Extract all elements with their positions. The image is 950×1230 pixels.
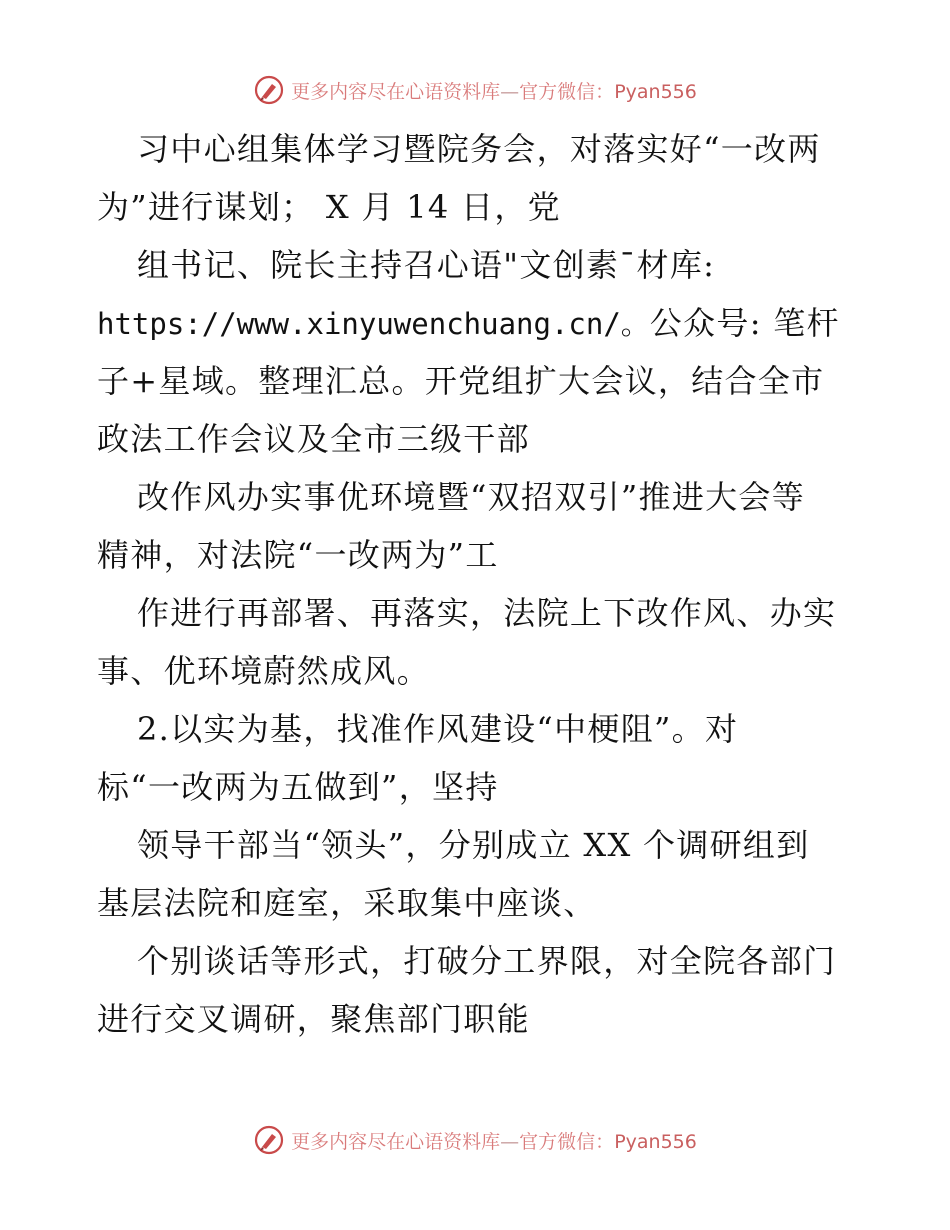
footer-banner-separator: — — [500, 1130, 520, 1153]
body-line-4 — [97, 294, 840, 352]
body-line-6: 政法工作会议及全市三级干部 — [97, 420, 530, 458]
body-line-7: 改作风办实事优环境暨“双招双引”推进大会等 — [137, 478, 806, 516]
body-line-13: 领导干部当“领头”，分别成立 XX 个调研组到 — [137, 826, 810, 864]
body-line-3: 组书记、院长主持召心语"文创素¯材库: — [137, 246, 716, 284]
body-line-8: 精神，对法院“一改两为”工 — [97, 536, 499, 574]
body-line-4-account: 公众号: 笔杆 — [649, 304, 840, 342]
header-banner-wechat-id: Pyan556 — [614, 80, 697, 103]
body-line-9: 作进行再部署、再落实，法院上下改作风、办实 — [137, 594, 837, 632]
pen-nib-logo-icon — [253, 74, 285, 106]
body-line-5: 子+星域。整理汇总。开党组扩大会议，结合全市 — [97, 362, 825, 400]
header-banner — [0, 70, 950, 110]
body-line-14: 基层法院和庭室，采取集中座谈、 — [97, 884, 597, 922]
body-line-11: 2.以实为基，找准作风建设“中梗阻”。对 — [137, 710, 739, 748]
body-line-2: 为”进行谋划； X 月 14 日，党 — [97, 188, 561, 226]
footer-banner — [0, 1120, 950, 1160]
body-line-15: 个别谈话等形式，打破分工界限，对全院各部门 — [137, 942, 837, 980]
body-line-16: 进行交叉调研，聚焦部门职能 — [97, 1000, 530, 1038]
body-line-4-url: https://www.xinyuwenchuang.cn/。 — [97, 307, 650, 341]
footer-banner-text — [291, 1127, 697, 1154]
footer-banner-wechat-id: Pyan556 — [614, 1130, 697, 1153]
footer-banner-cn: 更多内容尽在心语资料库 — [291, 1130, 501, 1153]
header-banner-separator: — — [500, 80, 520, 103]
body-line-1: 习中心组集体学习暨院务会，对落实好“一改两 — [137, 130, 821, 168]
header-banner-text — [291, 77, 697, 104]
body-line-12: 标“一改两为五做到”，坚持 — [97, 768, 499, 806]
header-banner-cn: 更多内容尽在心语资料库 — [291, 80, 501, 103]
header-banner-wechat-label: 官方微信： — [519, 80, 615, 103]
pen-nib-logo-icon — [253, 1124, 285, 1156]
body-line-10: 事、优环境蔚然成风。 — [97, 652, 431, 690]
footer-banner-wechat-label: 官方微信： — [519, 1130, 615, 1153]
